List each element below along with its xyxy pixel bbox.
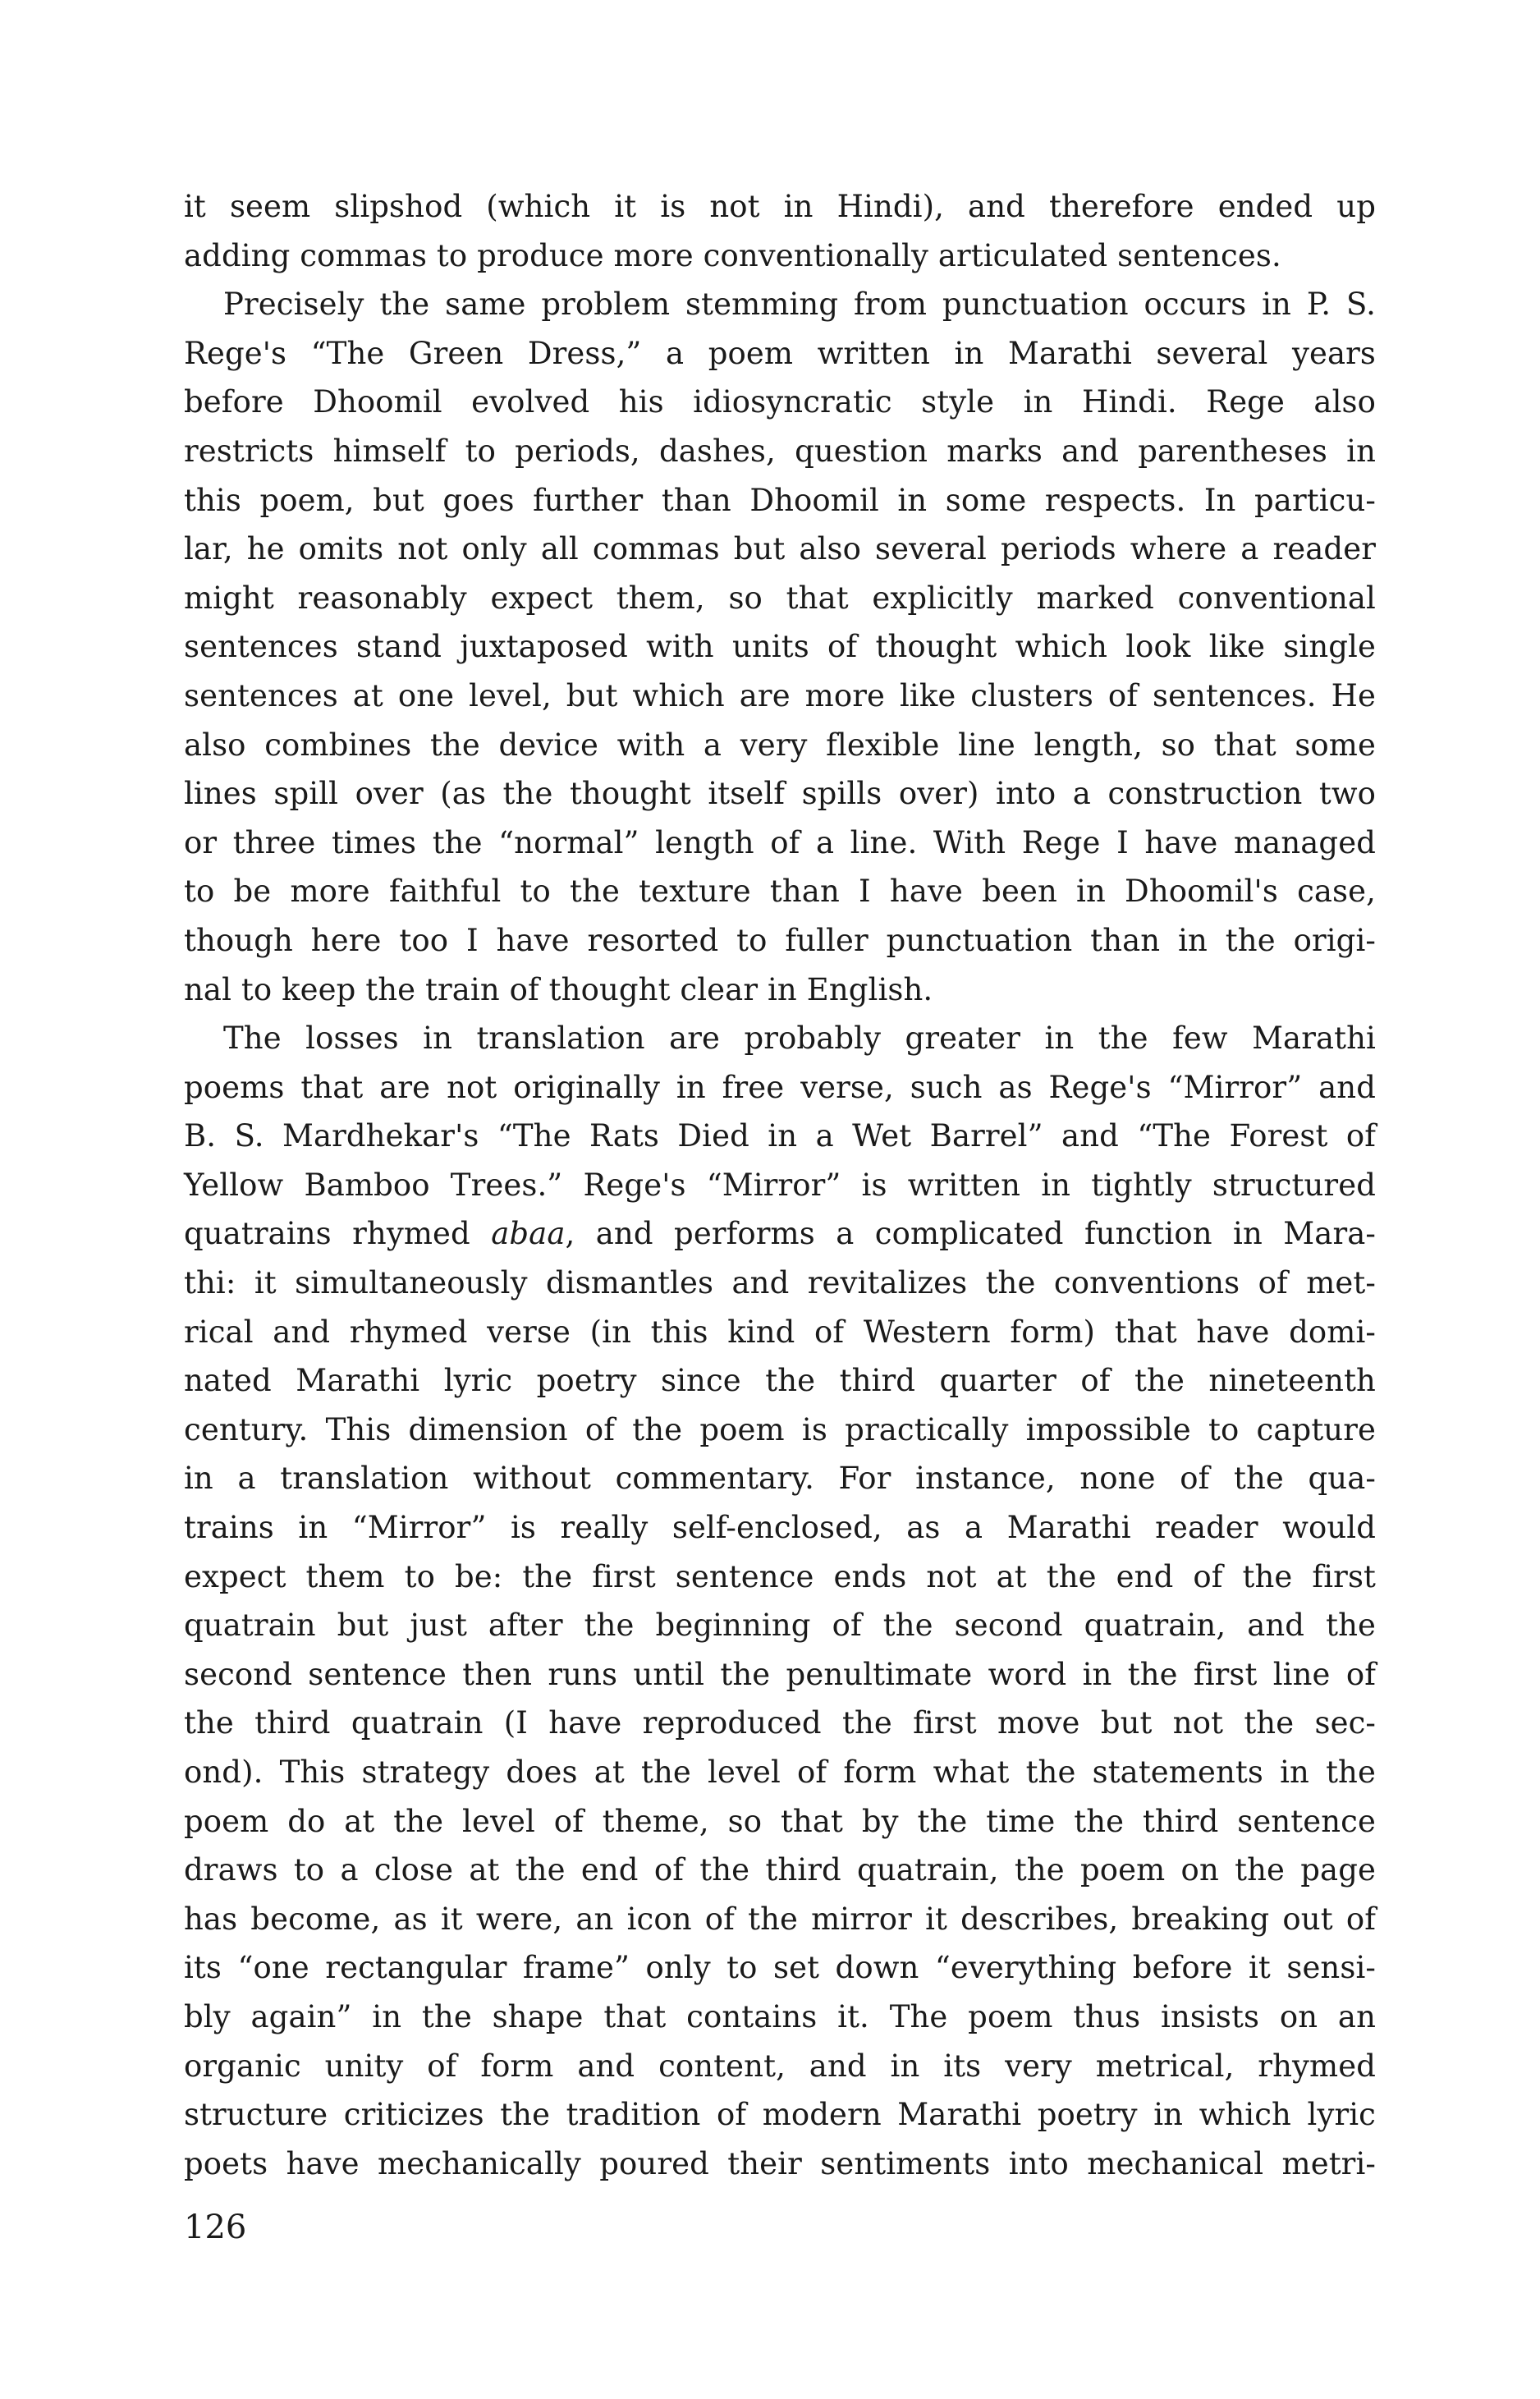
- text-line: this poem, but goes further than Dhoomil in some respects. In particu-: [184, 482, 1376, 518]
- text-line: thi: it simultaneously dismantles and revitalizes the conventions of met-: [184, 1265, 1376, 1301]
- text-line: poem do at the level of theme, so that by the time the third sentence: [184, 1803, 1376, 1839]
- text-line: draws to a close at the end of the third quatrain, the poem on the page: [184, 1852, 1376, 1888]
- text-line: restricts himself to periods, dashes, question marks and parentheses in: [184, 433, 1376, 469]
- text-line: its “one rectangular frame” only to set down “everything before it sensi-: [184, 1950, 1376, 1986]
- text-line: B. S. Mardhekar's “The Rats Died in a Wet Barrel” and “The Forest of: [184, 1118, 1376, 1154]
- text-line: nal to keep the train of thought clear in English.: [184, 971, 933, 1007]
- text-line: sentences at one level, but which are more like clusters of sentences. He: [184, 677, 1376, 713]
- text-line: bly again” in the shape that contains it. The poem thus insists on an: [184, 1998, 1376, 2034]
- text-line: before Dhoomil evolved his idiosyncratic style in Hindi. Rege also: [184, 384, 1376, 420]
- page-number: 126: [184, 2209, 247, 2246]
- emphasis-text: abaa: [491, 1216, 566, 1252]
- text-line: trains in “Mirror” is really self-enclosed, as a Marathi reader would: [184, 1510, 1376, 1546]
- text-line: expect them to be: the first sentence ends not at the end of the first: [184, 1558, 1376, 1594]
- text-line: quatrains rhymed abaa, and performs a complicated function in Mara-: [184, 1216, 1376, 1252]
- text-line: lines spill over (as the thought itself spills over) into a construction two: [184, 776, 1376, 812]
- text-line: to be more faithful to the texture than I have been in Dhoomil's case,: [184, 874, 1376, 910]
- text-line: structure criticizes the tradition of modern Marathi poetry in which lyric: [184, 2097, 1376, 2133]
- text-line: poets have mechanically poured their sentiments into mechanical metri-: [184, 2145, 1376, 2181]
- text-line: The losses in translation are probably greater in the few Marathi: [223, 1021, 1376, 1057]
- text-line: sentences stand juxtaposed with units of thought which look like single: [184, 629, 1376, 665]
- page-body: [184, 182, 1376, 2188]
- text-line: Yellow Bamboo Trees.” Rege's “Mirror” is written in tightly structured: [184, 1167, 1376, 1203]
- text-line: adding commas to produce more conventionally articulated sentences.: [184, 237, 1281, 273]
- text-line: century. This dimension of the poem is practically impossible to capture: [184, 1411, 1376, 1447]
- text-line: organic unity of form and content, and in its very metrical, rhymed: [184, 2048, 1376, 2084]
- text-line: rical and rhymed verse (in this kind of Western form) that have domi-: [184, 1314, 1376, 1350]
- text-line: second sentence then runs until the penultimate word in the first line of: [184, 1656, 1376, 1692]
- text-line: lar, he omits not only all commas but also several periods where a reader: [184, 531, 1376, 567]
- text-line: also combines the device with a very flexible line length, so that some: [184, 727, 1376, 763]
- text-line: the third quatrain (I have reproduced the first move but not the sec-: [184, 1705, 1376, 1741]
- text-line: poems that are not originally in free verse, such as Rege's “Mirror” and: [184, 1069, 1376, 1105]
- text-line: though here too I have resorted to fuller punctuation than in the origi-: [184, 922, 1376, 958]
- text-line: quatrain but just after the beginning of the second quatrain, and the: [184, 1608, 1376, 1644]
- text-line: has become, as it were, an icon of the mirror it describes, breaking out of: [184, 1901, 1376, 1937]
- text-line: nated Marathi lyric poetry since the third quarter of the nineteenth: [184, 1363, 1376, 1399]
- text-line: or three times the “normal” length of a line. With Rege I have managed: [184, 824, 1376, 860]
- text-line: in a translation without commentary. For instance, none of the qua-: [184, 1461, 1376, 1497]
- text-line: Precisely the same problem stemming from punctuation occurs in P. S.: [223, 287, 1376, 323]
- text-line: might reasonably expect them, so that explicitly marked conventional: [184, 580, 1376, 616]
- text-line: Rege's “The Green Dress,” a poem written in Marathi several years: [184, 335, 1376, 371]
- text-line: ond). This strategy does at the level of form what the statements in the: [184, 1755, 1376, 1790]
- text-line: it seem slipshod (which it is not in Hindi), and therefore ended up: [184, 189, 1376, 224]
